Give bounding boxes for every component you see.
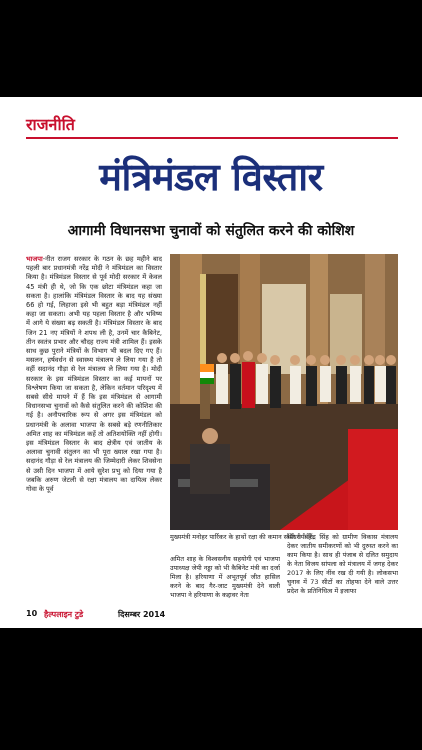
top-black-band: [0, 0, 422, 97]
magazine-page: [0, 97, 422, 628]
photo-caption: मुख्यमंत्री मनोहर पार्रिकर के हाथों रक्षा की कमान सौंपी गयी है।: [170, 533, 314, 541]
bottom-black-band: [0, 628, 422, 750]
article-column-2: अमित शाह के विश्वसनीय सहयोगी एवं भाजपा उपाध्यक्ष जेपी नड्डा को भी कैबिनेट मंत्री का दर्जा मिला है। हरियाणा में अभूतपूर्व जीत हासिल करने के बाद गैर-जाट मुख्यमंत्री देने वाली भाजपा ने हरियाणा के कद्दावर नेता: [170, 555, 280, 599]
article-column-1: [26, 255, 162, 615]
article-col1-text: -नीत राजग सरकार के गठन के छह महीने बाद पहली बार प्रधानमंत्री नरेंद्र मोदी ने मंत्रिमंडल का विस्तार किया है। मंत्रिमंडल विस्तार से पूर्व मोदी सरकार में केवल 45 मंत्री ही थे, जो कि एक छोटा मंत्रिमंडल कहा जा सकता है। हालांकि मंत्रिमंडल विस्तार के बाद यह संख्या 66 हो गई, लिहाजा इसे भी बहुत बड़ा मंत्रिमंडल नहीं कहा जा सकता। अभी यह पहला विस्तार है और भविष्य में आगे ये संख्या बढ़ सकती है। मंत्रिमंडल विस्तार के बाद जिन 21 नए मंत्रियों ने शपथ ली है, उनमें चार कैबिनेट, तीन स्वतंत्र प्रभार और चौदह राज्य मंत्री शामिल हैं। इसके साथ कुछ पुराने मंत्रियों के विभाग भी बदल दिए गए हैं। मसलन, हर्षवर्धन से स्वास्थ्य मंत्रालय ले लिया गया है तो वहीं सदानंद गौड़ा से रेल मंत्रालय ले लिया गया है। मोदी सरकार के इस मंत्रिमंडल विस्तार का कई मायनों पर विश्लेषण किया जा सकता है, लेकिन वर्तमान परिदृश्य में सबसे सीधे मायने में हैं कि इस मंत्रिमंडल से आगामी विधानसभा चुनावों को कैसे संतुलित करने की कोशिश की गई है। अनौपचारिक रूप से अगर इस मंत्रिमंडल को प्रधानमंत्री के अलावा भाजपा के सबसे बड़े रणनीतिकार अमित शाह का मंत्रिमंडल कहें तो अतिशयोक्ति नहीं होगी। इस मंत्रिमंडल विस्तार के बाद क्षेत्रीय एवं जातीय के अलावा चुनावी संतुलन का भी पूरा ख्याल रखा गया है। सदानंद गौड़ा से रेल मंत्रालय की जिम्मेदारी लेकर शिवसेना से उसी दिन भाजपा में आये सुरेश प्रभु को दिया गया है जबकि अरुण जेटली से रक्षा मंत्रालय का दायित्व लेकर गोवा के पूर्व: [26, 255, 162, 494]
issue-month: दिसम्बर 2014: [118, 610, 166, 619]
magazine-name: हैल्पलाइन टुडे: [44, 610, 84, 619]
section-label: राजनीति: [26, 115, 75, 134]
page-footer: [26, 609, 398, 623]
article-lead-word: भाजपा: [26, 255, 43, 263]
subheadline: आगामी विधानसभा चुनावों को संतुलित करने की कोशिश: [67, 223, 355, 239]
section-rule: [26, 137, 398, 139]
swearing-in-photo: [170, 254, 398, 530]
article-column-3: चौधरी बीरेंद्र सिंह को ग्रामीण विकास मंत्रालय देकर जातीय समीकरणों को भी दुरुस्त करने का काम किया है। साथ ही पंजाब से दलित समुदाय के नेता विजय सांपला को मंत्रालय में जगह देकर 2017 के लिए नींव रख दी गयी है। लोकसभा चुनाव में 73 सीटों का तोहफा देने वाले उत्तर प्रदेश के प्रतिनिधित्व में इजाफा: [287, 533, 398, 595]
headline: मंत्रिमंडल विस्तार: [99, 155, 323, 199]
page-number: 10: [26, 609, 38, 618]
